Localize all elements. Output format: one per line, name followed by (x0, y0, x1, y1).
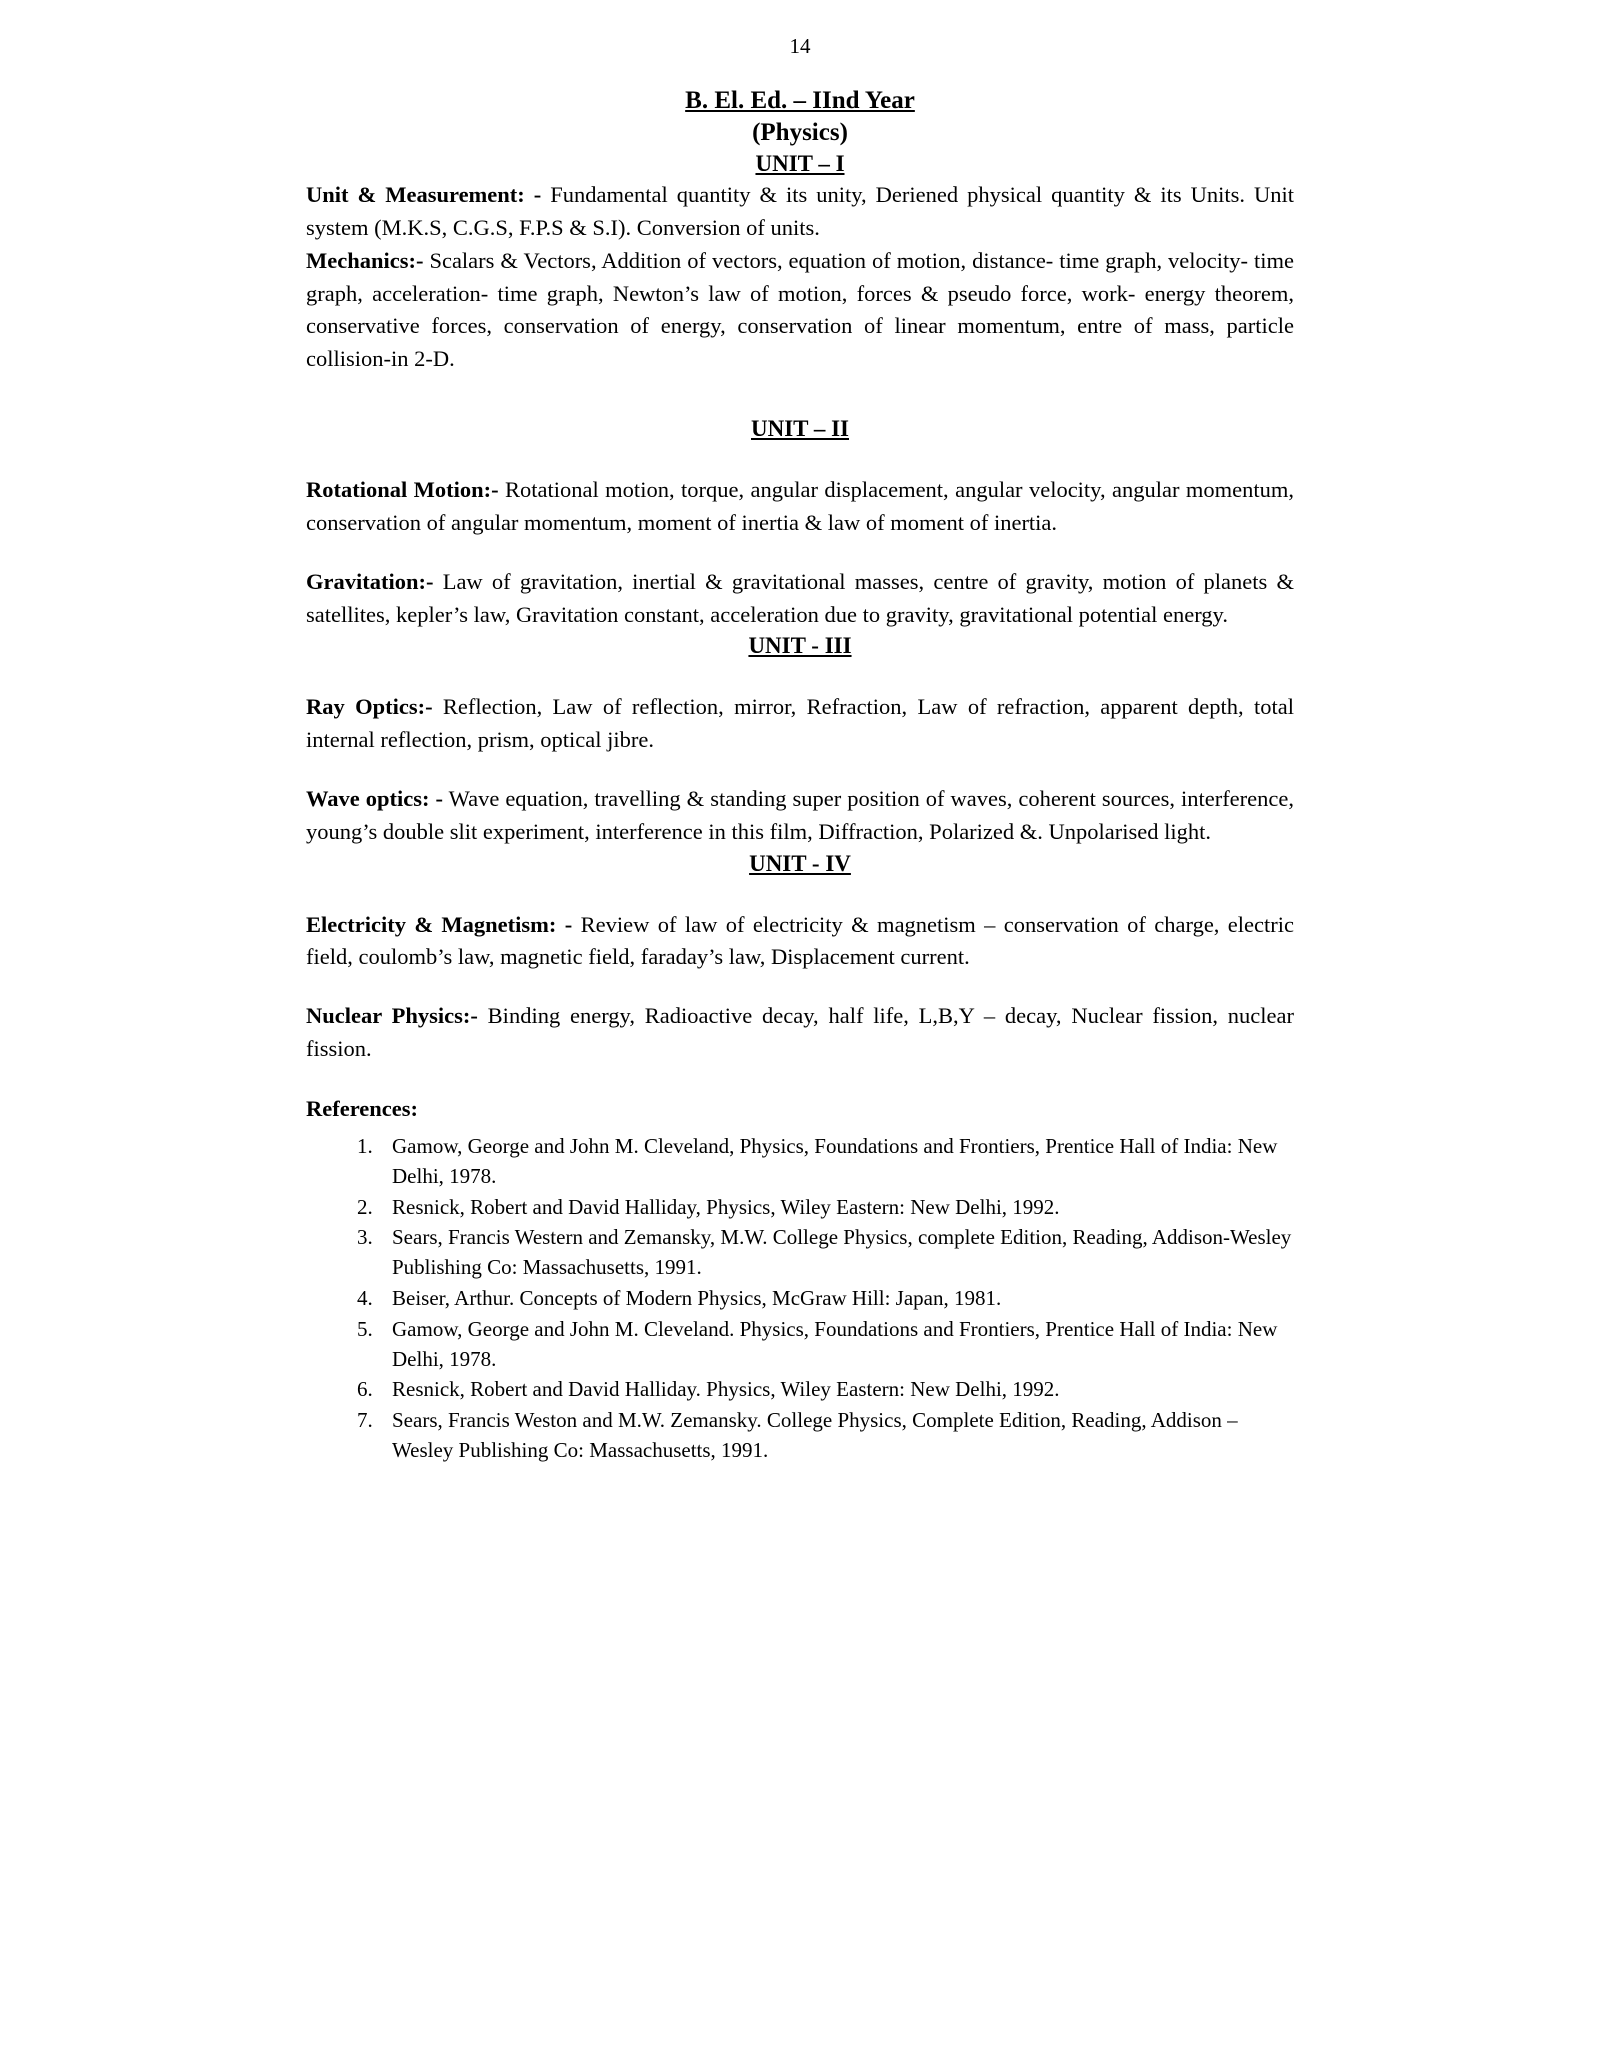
document-page (184, 0, 1416, 2071)
reference-item: 2. Resnick, Robert and David Halliday, Physics, Wiley Eastern: New Delhi, 1992. (378, 1193, 1294, 1223)
topic-body-gravitation: Law of gravitation, inertial & gravitational masses, centre of gravity, motion of planets & satellites, kepler’s law, Gravitation constant, acceleration due to gravity, gravitational potential energy. (306, 568, 1294, 627)
reference-item: 5. Gamow, George and John M. Cleveland. Physics, Foundations and Frontiers, Prentice Hall of India: New Delhi, 1978. (378, 1315, 1294, 1375)
topic-label-rotational-motion: Rotational Motion:- (306, 477, 499, 503)
reference-item: 4. Beiser, Arthur. Concepts of Modern Physics, McGraw Hill: Japan, 1981. (378, 1284, 1294, 1314)
references-list (306, 1132, 1294, 1466)
topic-label-ray-optics: Ray Optics:- (306, 694, 433, 720)
reference-item: 7. Sears, Francis Weston and M.W. Zemansky. College Physics, Complete Edition, Reading, Addison – Wesley Publishing Co: Massachusetts, 1991. (378, 1406, 1294, 1466)
unit-heading-4 (306, 849, 1294, 879)
topic-body-mechanics: Scalars & Vectors, Addition of vectors, equation of motion, distance- time graph, velocity- time graph, acceleration- time graph, Newton’s law of motion, forces & pseudo force, work- energy theorem, conservative forces, conservation of energy, conservation of linear momentum, entre of mass, particle collision-in 2-D. (306, 247, 1294, 372)
topic-electricity-magnetism (306, 909, 1294, 975)
document-subtitle (306, 117, 1294, 149)
topic-label-wave-optics: Wave optics: - (306, 785, 444, 811)
reference-item: 3. Sears, Francis Western and Zemansky, M.W. College Physics, complete Edition, Reading, Addison-Wesley Publishing Co: Massachusetts, 1991. (378, 1223, 1294, 1283)
topic-body-nuclear-physics: Binding energy, Radioactive decay, half life, L,B,Y – decay, Nuclear fission, nuclear fission. (306, 1003, 1295, 1062)
topic-mechanics (306, 245, 1294, 376)
unit-heading-3-text: UNIT - III (748, 633, 852, 659)
references-heading: References: (306, 1095, 419, 1121)
unit-heading-3 (306, 631, 1294, 661)
topic-ray-optics (306, 691, 1294, 757)
topic-label-mechanics: Mechanics:- (306, 247, 424, 273)
unit-heading-1 (306, 149, 1294, 179)
topic-rotational-motion (306, 474, 1294, 540)
page-number: 14 (789, 34, 811, 58)
topic-label-gravitation: Gravitation:- (306, 568, 434, 594)
topic-unit-measurement (306, 179, 1294, 245)
topic-wave-optics (306, 783, 1294, 849)
document-title-text: B. El. Ed. – IInd Year (685, 87, 915, 115)
reference-item: 1. Gamow, George and John M. Cleveland, Physics, Foundations and Frontiers, Prentice Hall of India: New Delhi, 1978. (378, 1132, 1294, 1192)
topic-body-unit-measurement: Fundamental quantity & its unity, Deriened physical quantity & its Units. Unit system (M.K.S, C.G.S, F.P.S & S.I). Conversion of units. (306, 182, 1294, 240)
topic-body-ray-optics: Reflection, Law of reflection, mirror, Refraction, Law of refraction, apparent depth, total internal reflection, prism, optical jibre. (306, 694, 1294, 753)
topic-body-electricity-magnetism: Review of law of electricity & magnetism – conservation of charge, electric field, coulomb’s law, magnetic field, faraday’s law, Displacement current. (306, 911, 1294, 970)
topic-nuclear-physics (306, 1000, 1294, 1066)
unit-heading-1-text: UNIT – I (755, 151, 845, 177)
topic-body-rotational-motion: Rotational motion, torque, angular displacement, angular velocity, angular momentum, conservation of angular momentum, moment of inertia & law of moment of inertia. (306, 477, 1294, 535)
unit-heading-4-text: UNIT - IV (749, 850, 851, 876)
page-content (184, 0, 1416, 1507)
reference-item: 6. Resnick, Robert and David Halliday. Physics, Wiley Eastern: New Delhi, 1992. (378, 1375, 1294, 1405)
document-title (306, 85, 1294, 117)
unit-heading-2 (306, 414, 1294, 444)
topic-label-electricity-magnetism: Electricity & Magnetism: - (306, 911, 573, 937)
unit-heading-2-text: UNIT – II (751, 416, 849, 442)
topic-label-unit-measurement: Unit & Measurement: - (306, 182, 542, 208)
topic-label-nuclear-physics: Nuclear Physics:- (306, 1003, 478, 1029)
topic-gravitation (306, 566, 1294, 632)
topic-body-wave-optics: Wave equation, travelling & standing super position of waves, coherent sources, interference, young’s double slit experiment, interference in this film, Diffraction, Polarized &. Unpolarised light. (306, 785, 1295, 844)
document-subtitle-text: (Physics) (752, 119, 848, 147)
